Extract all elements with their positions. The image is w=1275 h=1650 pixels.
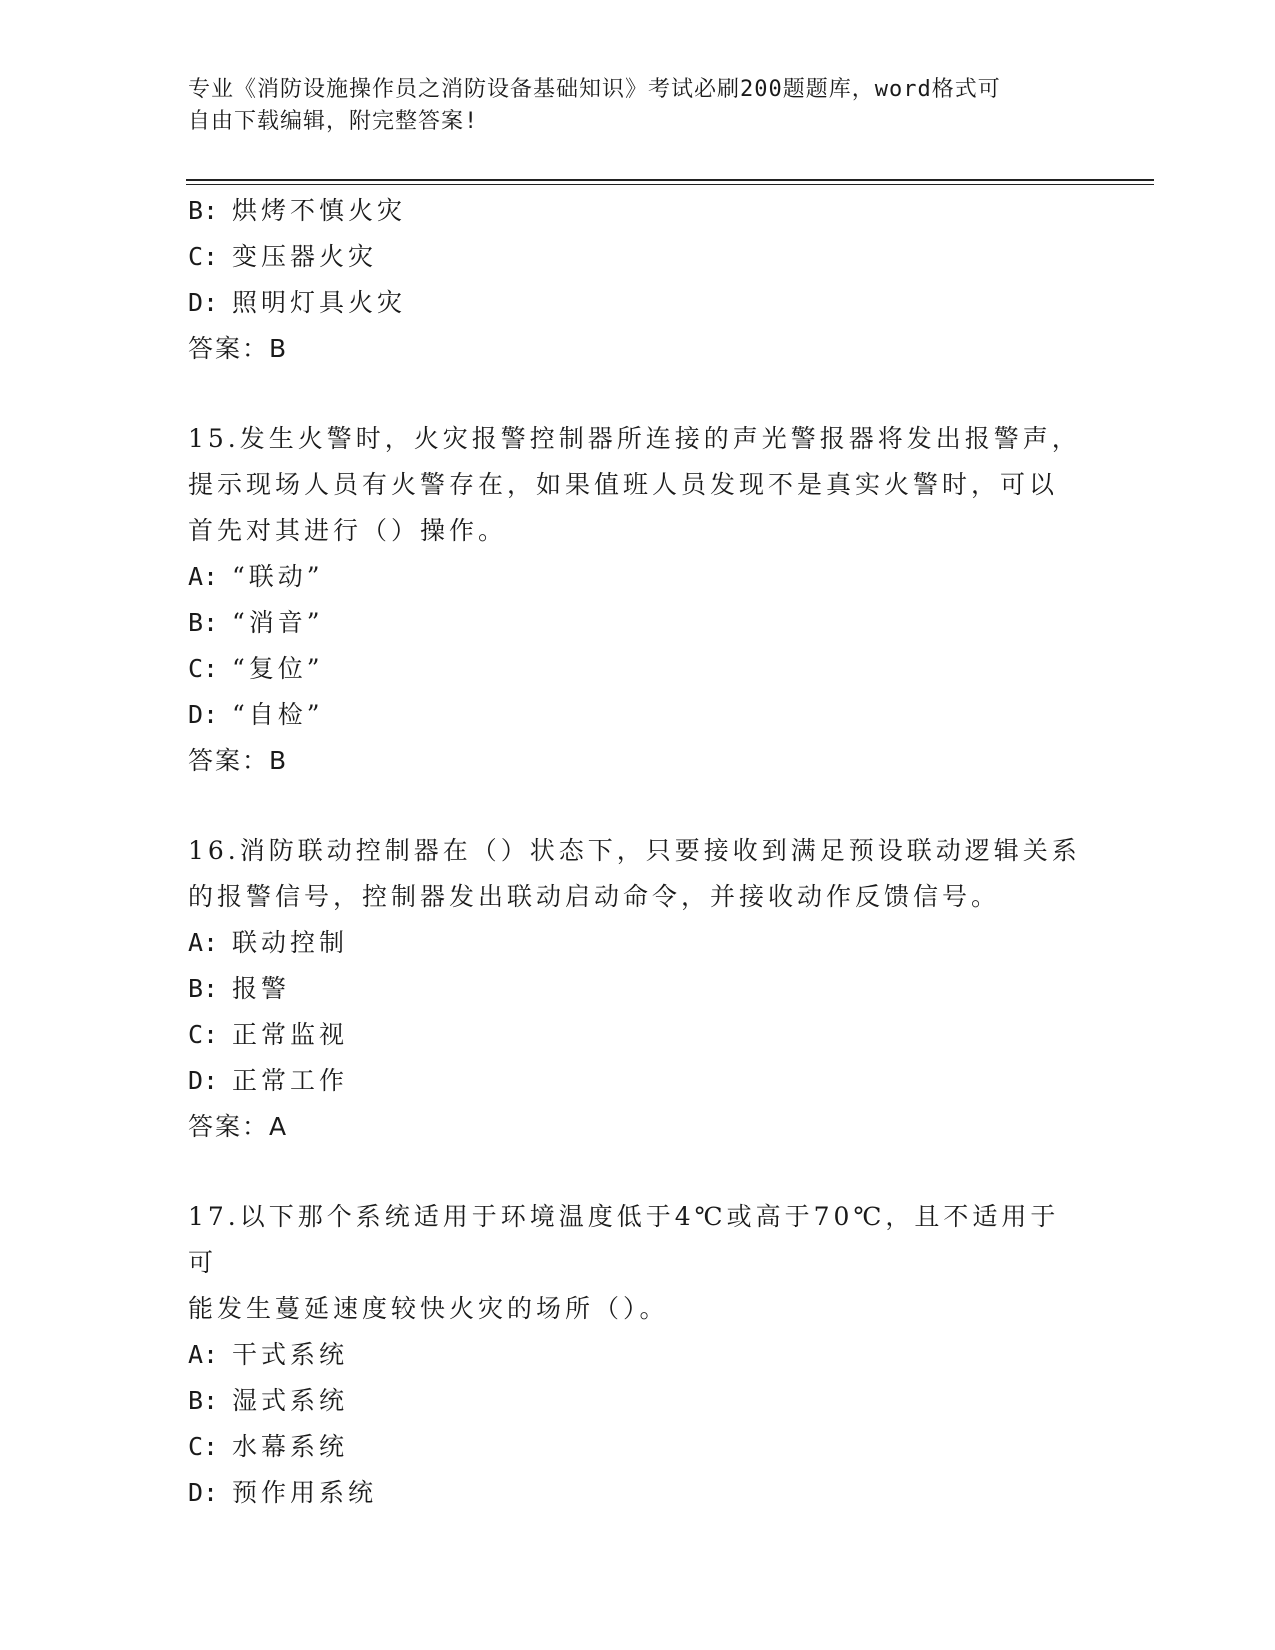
option-key: B: [188,608,219,637]
option-key: B: [188,974,219,1003]
option-c [188,234,1088,280]
option-b [188,600,1088,646]
option-b [188,1378,1088,1424]
option-key: C: [188,1432,219,1461]
answer-line: 答案：A [188,1112,289,1141]
header-line-2: 自由下载编辑，附完整答案! [188,109,479,134]
option-key: A: [188,562,219,591]
option-key: B: [188,1386,219,1415]
option-text: 报警 [232,974,291,1003]
option-key: B: [188,196,219,225]
option-text: “联动” [232,562,324,591]
option-text: 照明灯具火灾 [232,288,407,317]
header-line-1: 专业《消防设施操作员之消防设备基础知识》考试必刷200题题库，word格式可 [188,77,1001,102]
question-14-continued [188,188,1088,372]
option-key: A: [188,928,219,957]
option-a [188,920,1088,966]
question-15 [188,416,1088,784]
option-text: 正常工作 [232,1066,349,1095]
option-key: C: [188,654,219,683]
option-c [188,646,1088,692]
option-d [188,692,1088,738]
option-text: 烘烤不慎火灾 [232,196,407,225]
option-text: 联动控制 [232,928,349,957]
option-a [188,554,1088,600]
header-rule-thin [186,184,1154,185]
option-d [188,280,1088,326]
question-stem-line: 17.以下那个系统适用于环境温度低于4℃或高于70℃，且不适用于可 [188,1202,1060,1277]
answer-line: 答案：B [188,334,289,363]
question-stem-line: 的报警信号，控制器发出联动启动命令，并接收动作反馈信号。 [188,882,1001,911]
option-d [188,1470,1088,1516]
option-text: 湿式系统 [232,1386,349,1415]
option-b [188,966,1088,1012]
option-text: “复位” [232,654,324,683]
option-key: C: [188,1020,219,1049]
question-stem-line: 能发生蔓延速度较快火灾的场所（）。 [188,1294,669,1323]
question-17 [188,1194,1088,1516]
option-c [188,1424,1088,1470]
answer-line: 答案：B [188,746,289,775]
option-key: A: [188,1340,219,1369]
option-b [188,188,1088,234]
header-rule-thick [186,179,1154,181]
question-16 [188,828,1088,1150]
option-text: 变压器火灾 [232,242,378,271]
option-text: 干式系统 [232,1340,349,1369]
option-key: C: [188,242,219,271]
document-body [188,188,1088,1516]
question-stem-line: 15.发生火警时，火灾报警控制器所连接的声光警报器将发出报警声， [188,424,1081,453]
option-a [188,1332,1088,1378]
option-text: “自检” [232,700,324,729]
option-text: 正常监视 [232,1020,349,1049]
option-key: D: [188,1478,219,1507]
option-text: 水幕系统 [232,1432,349,1461]
question-stem-line: 16.消防联动控制器在（）状态下，只要接收到满足预设联动逻辑关系 [188,836,1081,865]
option-key: D: [188,1066,219,1095]
document-header [188,74,1088,138]
option-c [188,1012,1088,1058]
question-stem-line: 首先对其进行（）操作。 [188,516,508,545]
option-text: “消音” [232,608,324,637]
option-text: 预作用系统 [232,1478,378,1507]
option-key: D: [188,288,219,317]
option-d [188,1058,1088,1104]
question-stem-line: 提示现场人员有火警存在，如果值班人员发现不是真实火警时，可以 [188,470,1059,499]
option-key: D: [188,700,219,729]
